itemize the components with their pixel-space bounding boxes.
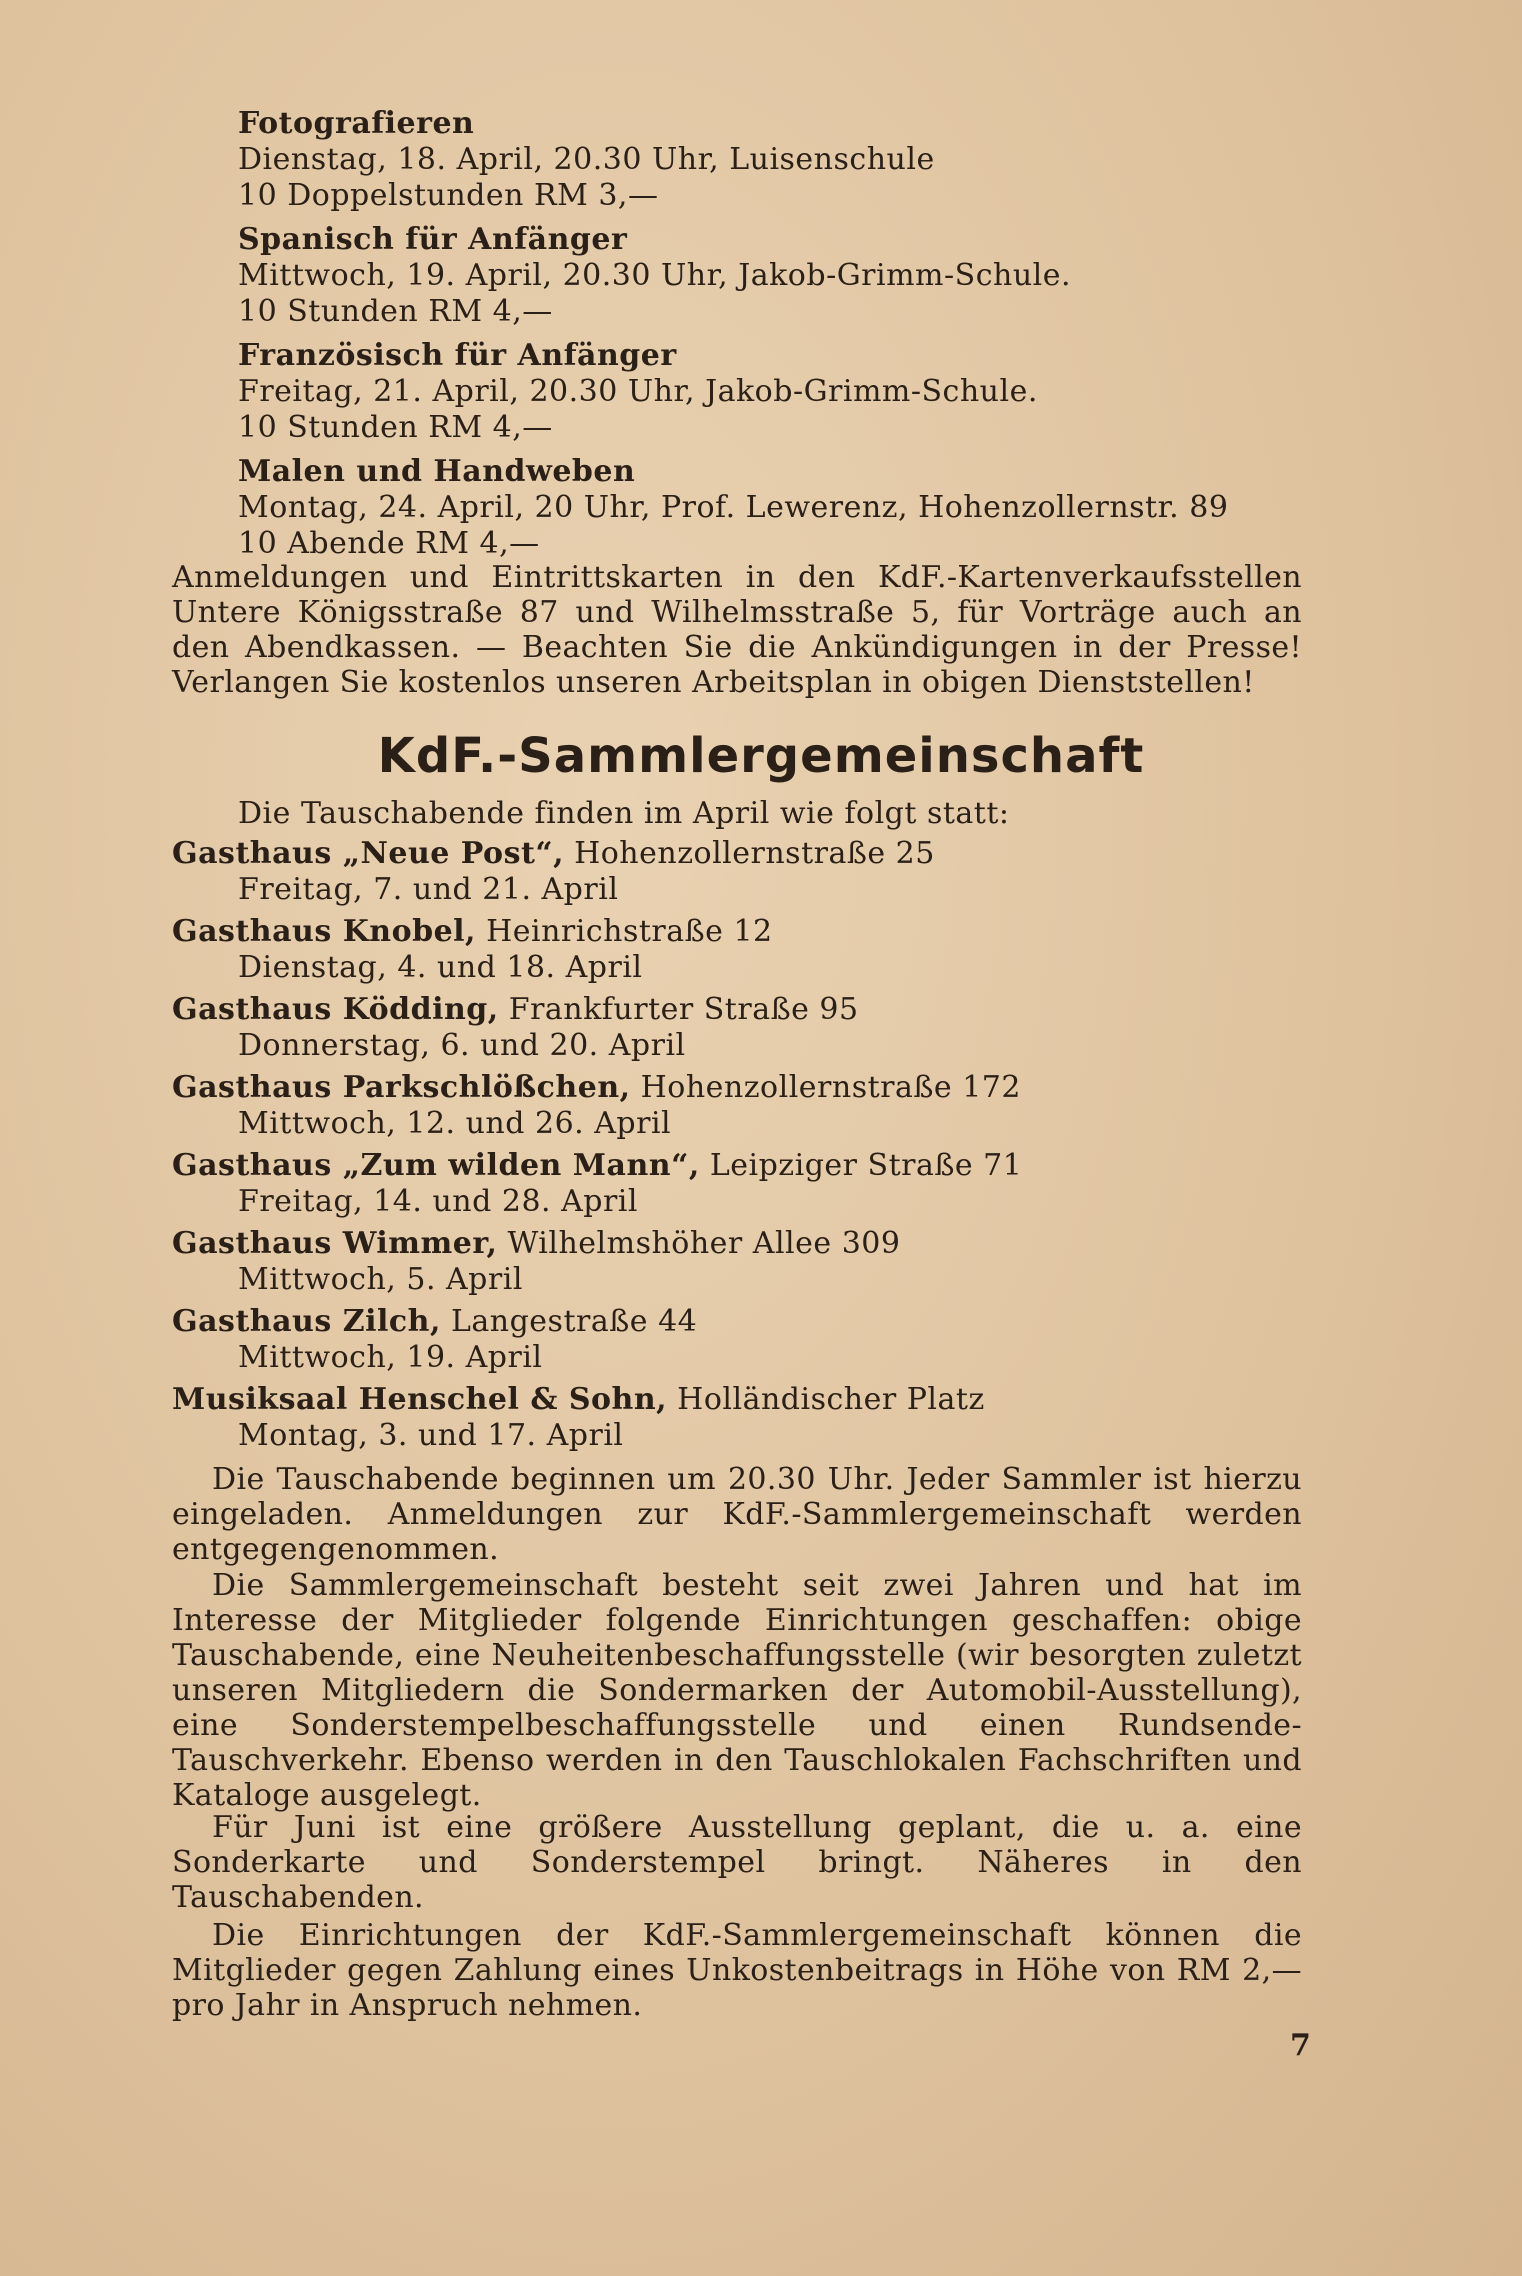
venue-entry <box>172 836 935 872</box>
venue-name: Gasthaus Ködding, <box>172 992 499 1027</box>
paragraph: Die Sammlergemeinschaft besteht seit zwei Jahren und hat im Interesse der Mitglieder folgende Einrichtungen geschaffen: obige Tauschabende, eine Neuheitenbeschaffungsstelle (wir besorgten zuletzt unseren Mitgliedern die Sondermarken der Automobil-Ausstellung), eine Sonderstempelbeschaffungsstelle und einen Rundsende-Tauschverkehr. Ebenso werden in den Tauschlokalen Fachschriften und Kataloge ausgelegt. <box>172 1568 1302 1813</box>
venue-name: Gasthaus „Zum wilden Mann“, <box>172 1148 700 1183</box>
venue-entry <box>172 992 859 1028</box>
venue-name: Gasthaus „Neue Post“, <box>172 836 565 871</box>
course-price: 10 Doppelstunden RM 3,— <box>238 178 659 213</box>
intro-text: Die Tauschabende finden im April wie folgt statt: <box>238 796 1010 831</box>
venue-name: Gasthaus Zilch, <box>172 1304 441 1339</box>
course-title: Malen und Handweben <box>238 454 636 489</box>
venue-entry <box>172 914 773 950</box>
venue-entry <box>172 1070 1021 1106</box>
venue-dates: Mittwoch, 12. und 26. April <box>238 1106 672 1141</box>
venue-dates: Dienstag, 4. und 18. April <box>238 950 643 985</box>
course-price: 10 Abende RM 4,— <box>238 526 540 561</box>
venue-address: Leipziger Straße 71 <box>709 1148 1023 1183</box>
paragraph: Für Juni ist eine größere Ausstellung geplant, die u. a. eine Sonderkarte und Sonderstempel bringt. Näheres in den Tauschabenden. <box>172 1810 1302 1915</box>
venue-dates: Mittwoch, 19. April <box>238 1340 543 1375</box>
course-details: Freitag, 21. April, 20.30 Uhr, Jakob-Grimm-Schule. <box>238 374 1038 409</box>
venue-address: Langestraße 44 <box>450 1304 698 1339</box>
venue-dates: Freitag, 14. und 28. April <box>238 1184 638 1219</box>
paragraph: Die Tauschabende beginnen um 20.30 Uhr. Jeder Sammler ist hierzu eingeladen. Anmeldungen zur KdF.-Sammlergemeinschaft werden entgegengenommen. <box>172 1462 1302 1567</box>
section-heading: KdF.-Sammlergemeinschaft <box>377 728 1145 784</box>
venue-address: Heinrichstraße 12 <box>486 914 773 949</box>
course-details: Montag, 24. April, 20 Uhr, Prof. Lewerenz, Hohenzollernstr. 89 <box>238 490 1229 525</box>
course-title: Französisch für Anfänger <box>238 338 677 373</box>
venue-entry <box>172 1382 985 1418</box>
venue-entry <box>172 1226 900 1262</box>
registration-note: Anmeldungen und Eintrittskarten in den KdF.-Kartenverkaufsstellen Untere Königsstraße 87 und Wilhelmsstraße 5, für Vorträge auch an den Abendkassen. — Beachten Sie die Ankündigungen in der Presse! Verlangen Sie kostenlos unseren Arbeitsplan in obigen Dienststellen! <box>172 560 1302 700</box>
venue-dates: Donnerstag, 6. und 20. April <box>238 1028 686 1063</box>
course-title: Fotografieren <box>238 106 475 141</box>
venue-address: Frankfurter Straße 95 <box>508 992 859 1027</box>
venue-name: Musiksaal Henschel & Sohn, <box>172 1382 668 1417</box>
paragraph: Die Einrichtungen der KdF.-Sammlergemeinschaft können die Mitglieder gegen Zahlung eines Unkostenbeitrags in Höhe von RM 2,— pro Jahr in Anspruch nehmen. <box>172 1918 1302 2023</box>
venue-name: Gasthaus Wimmer, <box>172 1226 498 1261</box>
venue-address: Hohenzollernstraße 25 <box>574 836 935 871</box>
venue-name: Gasthaus Parkschlößchen, <box>172 1070 631 1105</box>
course-details: Dienstag, 18. April, 20.30 Uhr, Luisenschule <box>238 142 935 177</box>
venue-dates: Freitag, 7. und 21. April <box>238 872 619 907</box>
venue-dates: Montag, 3. und 17. April <box>238 1418 624 1453</box>
venue-address: Holländischer Platz <box>677 1382 985 1417</box>
venue-address: Wilhelmshöher Allee 309 <box>507 1226 901 1261</box>
venue-dates: Mittwoch, 5. April <box>238 1262 523 1297</box>
page-number: 7 <box>1290 2028 1311 2063</box>
venue-entry <box>172 1148 1022 1184</box>
venue-name: Gasthaus Knobel, <box>172 914 477 949</box>
venue-address: Hohenzollernstraße 172 <box>640 1070 1021 1105</box>
course-price: 10 Stunden RM 4,— <box>238 410 553 445</box>
venue-entry <box>172 1304 697 1340</box>
course-title: Spanisch für Anfänger <box>238 222 628 257</box>
course-price: 10 Stunden RM 4,— <box>238 294 553 329</box>
course-details: Mittwoch, 19. April, 20.30 Uhr, Jakob-Grimm-Schule. <box>238 258 1072 293</box>
